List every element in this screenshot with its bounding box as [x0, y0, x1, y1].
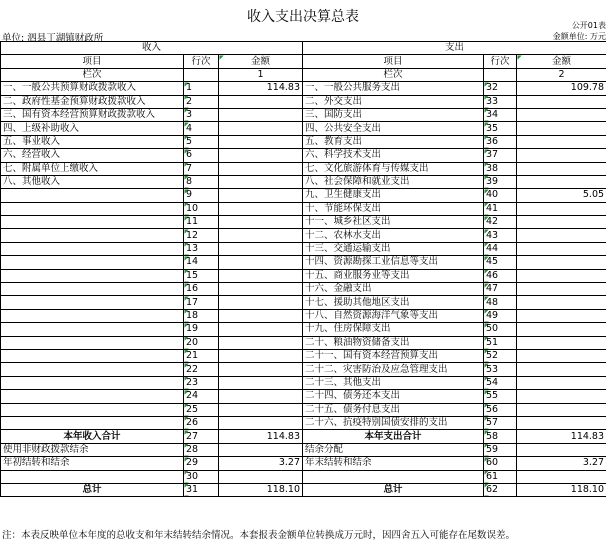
- expense-line-cell: 62: [484, 483, 517, 496]
- expense-item-cell: 二十一、国有资本经营预算支出: [303, 349, 484, 362]
- income-amount-cell: [219, 122, 303, 135]
- income-line-cell: 8: [184, 175, 219, 188]
- table-row: [1, 349, 606, 362]
- expense-amount-cell: 109.78: [517, 82, 606, 95]
- income-line-cell: 11: [184, 216, 219, 229]
- expense-item-cell: 十二、农林水支出: [303, 229, 484, 242]
- income-line-cell: 4: [184, 122, 219, 135]
- table-row: [1, 108, 606, 121]
- income-amount-cell: [219, 443, 303, 456]
- table-row: [1, 416, 606, 429]
- income-col-blank: [184, 68, 219, 81]
- expense-amount-cell: [517, 108, 606, 121]
- income-amount-cell: [219, 149, 303, 162]
- table-row: [1, 256, 606, 269]
- expense-item-cell: 十一、城乡社区支出: [303, 216, 484, 229]
- income-item-cell: [1, 229, 184, 242]
- expense-line-cell: 50: [484, 323, 517, 336]
- expense-item-cell: 七、文化旅游体育与传媒支出: [303, 162, 484, 175]
- table-row: [1, 403, 606, 416]
- income-amount-cell: 118.10: [219, 483, 303, 496]
- expense-line-cell: 44: [484, 242, 517, 255]
- table-row: [1, 283, 606, 296]
- table-row: [1, 95, 606, 108]
- expense-item-cell: 二十、粮油物资储备支出: [303, 336, 484, 349]
- table-row: [1, 82, 606, 95]
- expense-amount-cell: [517, 403, 606, 416]
- expense-amount-cell: [517, 229, 606, 242]
- report-title: 收入支出决算总表: [247, 9, 359, 25]
- income-line-cell: 21: [184, 349, 219, 362]
- expense-item-cell: 十九、住房保障支出: [303, 323, 484, 336]
- expense-item-cell: 结余分配: [303, 443, 484, 456]
- summary-table: [0, 41, 606, 497]
- income-amount-cell: [219, 189, 303, 202]
- expense-amount-cell: [517, 376, 606, 389]
- income-line-cell: 2: [184, 95, 219, 108]
- expense-amount-header: 金额: [517, 55, 606, 68]
- header-row-section: [1, 42, 606, 55]
- income-line-cell: 23: [184, 376, 219, 389]
- income-line-cell: 13: [184, 242, 219, 255]
- expense-line-cell: 51: [484, 336, 517, 349]
- expense-amount-cell: [517, 443, 606, 456]
- expense-item-cell: 十四、资源勘探工业信息等支出: [303, 256, 484, 269]
- unit-label: 单位: 泗县丁湖镇财政所: [2, 33, 104, 44]
- expense-item-cell: 十三、交通运输支出: [303, 242, 484, 255]
- income-line-cell: 19: [184, 323, 219, 336]
- income-amount-cell: [219, 323, 303, 336]
- income-amount-cell: [219, 390, 303, 403]
- income-line-cell: 7: [184, 162, 219, 175]
- income-item-cell: [1, 242, 184, 255]
- expense-line-cell: 43: [484, 229, 517, 242]
- header-row-columns: [1, 55, 606, 68]
- income-line-cell: 25: [184, 403, 219, 416]
- expense-amount-cell: [517, 363, 606, 376]
- expense-item-cell: 二十四、债务还本支出: [303, 390, 484, 403]
- expense-amount-cell: [517, 202, 606, 215]
- income-line-cell: 30: [184, 470, 219, 483]
- table-row: [1, 470, 606, 483]
- expense-amount-cell: 118.10: [517, 483, 606, 496]
- expense-line-cell: 61: [484, 470, 517, 483]
- income-amount-cell: [219, 470, 303, 483]
- income-amount-cell: [219, 162, 303, 175]
- income-item-cell: [1, 189, 184, 202]
- income-line-cell: 3: [184, 108, 219, 121]
- expense-amount-cell: [517, 162, 606, 175]
- table-row: [1, 149, 606, 162]
- expense-item-cell: 九、卫生健康支出: [303, 189, 484, 202]
- income-amount-cell: [219, 256, 303, 269]
- income-line-cell: 27: [184, 430, 219, 443]
- table-row: [1, 363, 606, 376]
- expense-amount-cell: [517, 95, 606, 108]
- income-amount-cell: [219, 95, 303, 108]
- table-row: [1, 229, 606, 242]
- income-line-cell: 20: [184, 336, 219, 349]
- expense-line-cell: 55: [484, 390, 517, 403]
- income-amount-cell: [219, 309, 303, 322]
- income-item-cell: [1, 202, 184, 215]
- income-amount-cell: 3.27: [219, 457, 303, 470]
- income-section-header: 收入: [1, 42, 303, 55]
- income-amount-cell: [219, 403, 303, 416]
- expense-line-cell: 39: [484, 175, 517, 188]
- table-row: [1, 189, 606, 202]
- income-amount-cell: [219, 108, 303, 121]
- table-row: [1, 135, 606, 148]
- income-item-cell: 一、一般公共预算财政拨款收入: [1, 82, 184, 95]
- expense-item-cell: 三、国防支出: [303, 108, 484, 121]
- expense-amount-cell: [517, 349, 606, 362]
- table-row: [1, 242, 606, 255]
- expense-line-cell: 59: [484, 443, 517, 456]
- expense-col-label: 栏次: [303, 68, 484, 81]
- expense-item-cell: 二十六、抗疫特别国债安排的支出: [303, 416, 484, 429]
- income-line-header: 行次: [184, 55, 219, 68]
- income-line-cell: 16: [184, 283, 219, 296]
- expense-amount-cell: [517, 309, 606, 322]
- income-line-cell: 15: [184, 269, 219, 282]
- expense-line-cell: 57: [484, 416, 517, 429]
- income-col-label: 栏次: [1, 68, 184, 81]
- table-row: [1, 162, 606, 175]
- income-item-cell: 三、国有资本经营预算财政拨款收入: [1, 108, 184, 121]
- income-item-cell: 八、其他收入: [1, 175, 184, 188]
- table-row: [1, 269, 606, 282]
- expense-amount-cell: [517, 242, 606, 255]
- table-row: [1, 122, 606, 135]
- expense-line-cell: 47: [484, 283, 517, 296]
- expense-amount-cell: [517, 470, 606, 483]
- income-line-cell: 12: [184, 229, 219, 242]
- income-amount-header: 金额: [219, 55, 303, 68]
- expense-line-cell: 42: [484, 216, 517, 229]
- income-amount-cell: [219, 296, 303, 309]
- income-line-cell: 5: [184, 135, 219, 148]
- expense-line-cell: 52: [484, 349, 517, 362]
- income-line-cell: 26: [184, 416, 219, 429]
- income-line-cell: 10: [184, 202, 219, 215]
- income-item-cell: [1, 283, 184, 296]
- expense-section-header: 支出: [303, 42, 606, 55]
- expense-item-cell: 年末结转和结余: [303, 457, 484, 470]
- expense-item-header: 项目: [303, 55, 484, 68]
- income-line-cell: 31: [184, 483, 219, 496]
- income-line-cell: 1: [184, 82, 219, 95]
- income-line-cell: 24: [184, 390, 219, 403]
- expense-item-cell: 十六、金融支出: [303, 283, 484, 296]
- table-row: [1, 376, 606, 389]
- expense-item-cell: 十五、商业服务业等支出: [303, 269, 484, 282]
- expense-line-cell: 41: [484, 202, 517, 215]
- table-row: [1, 175, 606, 188]
- expense-amount-cell: [517, 216, 606, 229]
- expense-item-cell: 二十五、债务付息支出: [303, 403, 484, 416]
- expense-amount-cell: [517, 135, 606, 148]
- income-item-cell: [1, 216, 184, 229]
- income-amount-cell: [219, 202, 303, 215]
- amount-unit: 金额单位: 万元: [552, 32, 606, 41]
- table-row: [1, 309, 606, 322]
- expense-item-cell: 二、外交支出: [303, 95, 484, 108]
- expense-amount-cell: 5.05: [517, 189, 606, 202]
- income-item-cell: [1, 416, 184, 429]
- expense-line-cell: 38: [484, 162, 517, 175]
- income-amount-cell: [219, 175, 303, 188]
- expense-line-header: 行次: [484, 55, 517, 68]
- income-item-cell: 二、政府性基金预算财政拨款收入: [1, 95, 184, 108]
- expense-item-cell: 十、节能环保支出: [303, 202, 484, 215]
- expense-amount-cell: [517, 323, 606, 336]
- income-item-cell: [1, 390, 184, 403]
- table-row: [1, 202, 606, 215]
- expense-line-cell: 33: [484, 95, 517, 108]
- table-row: [1, 336, 606, 349]
- expense-item-cell: 二十二、灾害防治及应急管理支出: [303, 363, 484, 376]
- table-row: [1, 443, 606, 456]
- header-row-colno: [1, 68, 606, 81]
- expense-line-cell: 37: [484, 149, 517, 162]
- income-amount-cell: [219, 283, 303, 296]
- footnote: 注：本表反映单位本年度的总收支和年末结转结余情况。本套报表金额单位转换成万元时，因四舍五入可能存在尾数误差。: [2, 530, 516, 541]
- table-row: [1, 216, 606, 229]
- expense-line-cell: 49: [484, 309, 517, 322]
- expense-line-cell: 34: [484, 108, 517, 121]
- expense-amount-cell: [517, 122, 606, 135]
- expense-item-cell: 一、一般公共服务支出: [303, 82, 484, 95]
- expense-line-cell: 53: [484, 363, 517, 376]
- expense-amount-cell: [517, 416, 606, 429]
- expense-amount-cell: [517, 283, 606, 296]
- income-item-header: 项目: [1, 55, 184, 68]
- income-item-cell: [1, 296, 184, 309]
- expense-item-cell: 十八、自然资源海洋气象等支出: [303, 309, 484, 322]
- income-item-cell: 总计: [1, 483, 184, 496]
- income-item-cell: 七、附属单位上缴收入: [1, 162, 184, 175]
- income-line-cell: 14: [184, 256, 219, 269]
- table-row: [1, 390, 606, 403]
- income-line-cell: 9: [184, 189, 219, 202]
- income-item-cell: 五、事业收入: [1, 135, 184, 148]
- income-item-cell: [1, 376, 184, 389]
- income-amount-cell: [219, 135, 303, 148]
- income-item-cell: [1, 336, 184, 349]
- income-line-cell: 6: [184, 149, 219, 162]
- expense-amount-cell: [517, 336, 606, 349]
- expense-line-cell: 40: [484, 189, 517, 202]
- expense-line-cell: 45: [484, 256, 517, 269]
- income-amount-cell: [219, 269, 303, 282]
- table-row: [1, 483, 606, 496]
- table-row: [1, 323, 606, 336]
- expense-line-cell: 46: [484, 269, 517, 282]
- expense-item-cell: 五、教育支出: [303, 135, 484, 148]
- expense-amount-cell: [517, 175, 606, 188]
- expense-line-cell: 54: [484, 376, 517, 389]
- expense-line-cell: 36: [484, 135, 517, 148]
- income-amount-cell: [219, 363, 303, 376]
- expense-item-cell: 二十三、其他支出: [303, 376, 484, 389]
- income-item-cell: [1, 309, 184, 322]
- table-row: [1, 430, 606, 443]
- expense-line-cell: 48: [484, 296, 517, 309]
- income-line-cell: 28: [184, 443, 219, 456]
- form-code: 公开01表: [571, 21, 606, 30]
- income-item-cell: 使用非财政拨款结余: [1, 443, 184, 456]
- expense-amount-cell: [517, 256, 606, 269]
- income-item-cell: [1, 269, 184, 282]
- income-item-cell: [1, 349, 184, 362]
- income-amount-cell: [219, 242, 303, 255]
- expense-line-cell: 35: [484, 122, 517, 135]
- expense-amount-cell: [517, 390, 606, 403]
- expense-amount-cell: 114.83: [517, 430, 606, 443]
- table-row: [1, 296, 606, 309]
- expense-line-cell: 56: [484, 403, 517, 416]
- expense-amount-cell: [517, 296, 606, 309]
- expense-amount-cell: 3.27: [517, 457, 606, 470]
- income-item-cell: [1, 470, 184, 483]
- income-item-cell: [1, 256, 184, 269]
- income-item-cell: [1, 323, 184, 336]
- expense-item-cell: 十七、援助其他地区支出: [303, 296, 484, 309]
- income-line-cell: 29: [184, 457, 219, 470]
- income-amount-cell: [219, 336, 303, 349]
- expense-line-cell: 32: [484, 82, 517, 95]
- expense-line-cell: 60: [484, 457, 517, 470]
- table-row: [1, 457, 606, 470]
- income-amount-cell: [219, 376, 303, 389]
- income-col-number: 1: [219, 68, 303, 81]
- expense-col-blank: [484, 68, 517, 81]
- expense-amount-cell: [517, 269, 606, 282]
- income-item-cell: 四、上级补助收入: [1, 122, 184, 135]
- income-amount-cell: [219, 349, 303, 362]
- expense-amount-cell: [517, 149, 606, 162]
- income-amount-cell: [219, 216, 303, 229]
- income-amount-cell: [219, 416, 303, 429]
- expense-item-cell: 四、公共安全支出: [303, 122, 484, 135]
- expense-col-number: 2: [517, 68, 606, 81]
- income-item-cell: 六、经营收入: [1, 149, 184, 162]
- income-line-cell: 18: [184, 309, 219, 322]
- income-item-cell: [1, 363, 184, 376]
- income-amount-cell: 114.83: [219, 430, 303, 443]
- expense-item-cell: 总计: [303, 483, 484, 496]
- income-line-cell: 22: [184, 363, 219, 376]
- income-line-cell: 17: [184, 296, 219, 309]
- expense-item-cell: 八、社会保障和就业支出: [303, 175, 484, 188]
- income-item-cell: 年初结转和结余: [1, 457, 184, 470]
- expense-item-cell: [303, 470, 484, 483]
- income-amount-cell: [219, 229, 303, 242]
- income-item-cell: [1, 403, 184, 416]
- expense-item-cell: 本年支出合计: [303, 430, 484, 443]
- income-amount-cell: 114.83: [219, 82, 303, 95]
- expense-line-cell: 58: [484, 430, 517, 443]
- income-item-cell: 本年收入合计: [1, 430, 184, 443]
- expense-item-cell: 六、科学技术支出: [303, 149, 484, 162]
